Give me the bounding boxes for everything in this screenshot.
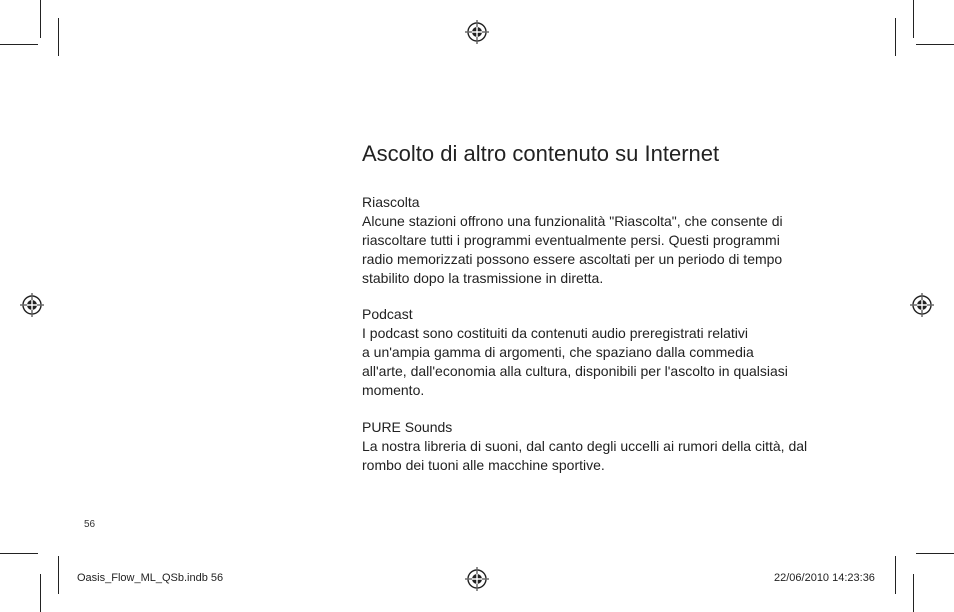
crop-mark-top-left-vertical [40,0,41,38]
crop-mark-top-right-horizontal [916,44,954,45]
paragraph-line: all'arte, dall'economia alla cultura, disponibili per l'ascolto in qualsiasi [362,363,788,379]
crop-mark-top-right-vertical [913,0,914,38]
paragraph-line: radio memorizzati possono essere ascoltati per un periodo di tempo [362,251,783,267]
section-podcast [362,305,852,400]
page-title: Ascolto di altro contenuto su Internet [362,141,720,166]
crop-mark-bottom-right-horizontal [916,553,954,554]
registration-mark-icon [465,567,489,591]
paragraph-line: La nostra libreria di suoni, dal canto degli uccelli ai rumori della città, dal [362,438,808,454]
slug-timestamp: 22/06/2010 14:23:36 [774,572,875,584]
paragraph-line: riascoltare tutti i programmi eventualmente persi. Questi programmi [362,232,780,248]
crop-mark-bottom-right-vertical [913,574,914,612]
paragraph-line: I podcast sono costituiti da contenuti audio preregistrati relativi [362,325,748,341]
page-number: 56 [84,519,96,530]
section-heading: Podcast [362,306,413,322]
section-heading: Riascolta [362,194,420,210]
registration-mark-icon [20,293,44,317]
section-heading: PURE Sounds [362,419,453,435]
crop-mark-top-right-inner-vertical [895,18,896,56]
crop-mark-bottom-left-horizontal [0,553,38,554]
paragraph-line: a un'ampia gamma di argomenti, che spaziano dalla commedia [362,344,754,360]
crop-mark-top-left-inner-vertical [58,18,59,56]
crop-mark-bottom-left-vertical [40,574,41,612]
paragraph-line: momento. [362,382,425,398]
section-pure-sounds [362,418,852,475]
crop-mark-bottom-right-inner-vertical [895,556,896,594]
registration-mark-icon [910,293,934,317]
crop-mark-bottom-left-inner-vertical [58,556,59,594]
paragraph-line: rombo dei tuoni alle macchine sportive. [362,457,605,473]
section-riascolta [362,193,852,288]
paragraph-line: Alcune stazioni offrono una funzionalità "Riascolta", che consente di [362,213,783,229]
registration-mark-icon [465,20,489,44]
crop-mark-top-left-horizontal [0,44,38,45]
paragraph-line: stabilito dopo la trasmissione in diretta. [362,270,604,286]
slug-filename: Oasis_Flow_ML_QSb.indb 56 [77,572,224,584]
